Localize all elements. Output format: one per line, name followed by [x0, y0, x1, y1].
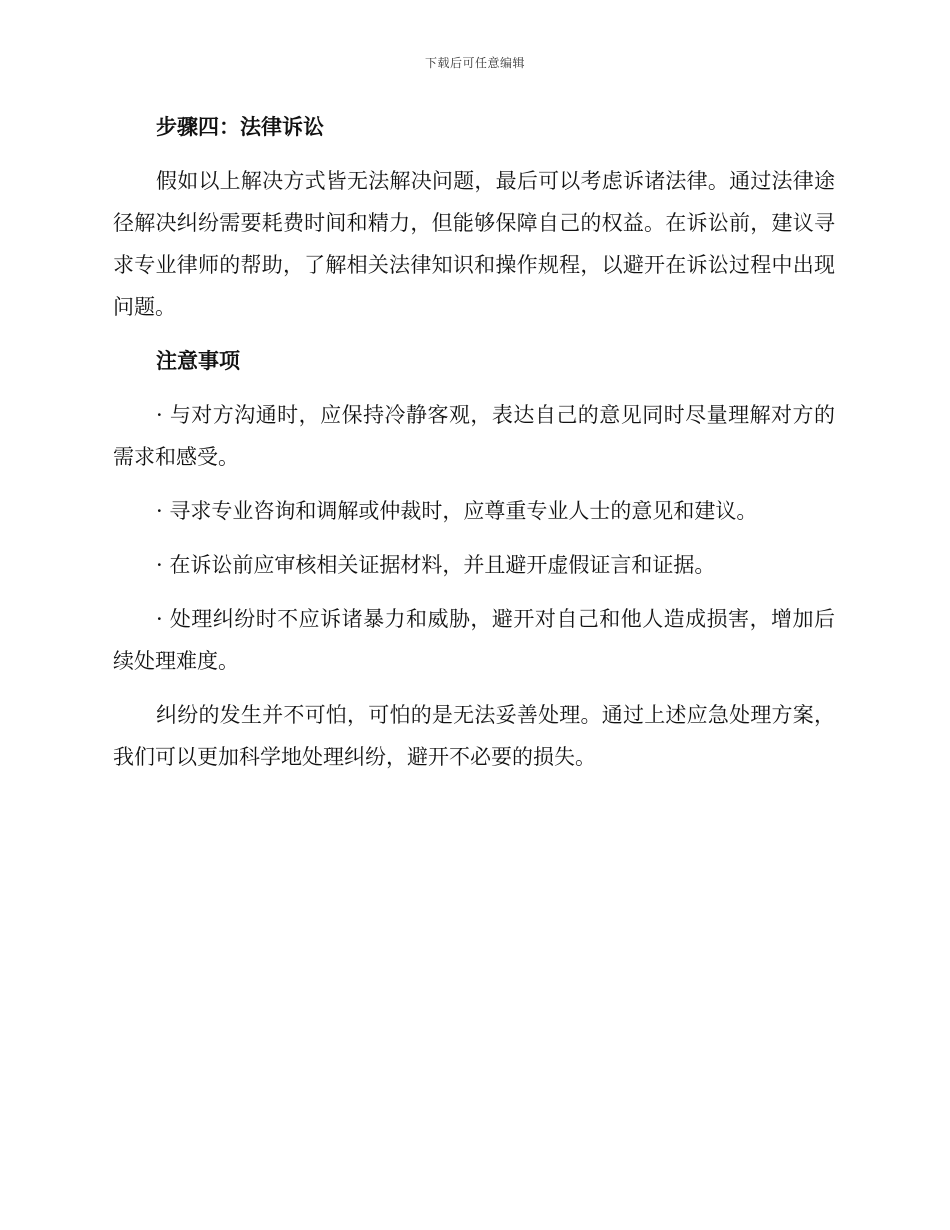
bullet-item-consultation: · 寻求专业咨询和调解或仲裁时，应尊重专业人士的意见和建议。: [156, 499, 758, 523]
document-body: [113, 108, 835, 778]
bullet-item-communication: · 与对方沟通时，应保持冷静客观，表达自己的意见同时尽量理解对方的需求和感受。: [113, 403, 835, 469]
section-heading-legal-action: 步骤四：法律诉讼: [156, 114, 324, 139]
page-header: 下载后可任意编辑: [424, 56, 525, 70]
paragraph-legal-action: 假如以上解决方式皆无法解决问题，最后可以考虑诉诸法律。通过法律途径解决纠纷需要耗费时间和精力，但能够保障自己的权益。在诉讼前，建议寻求专业律师的帮助，了解相关法律知识和操作规程，以避开在诉讼过程中出现问题。: [113, 169, 835, 319]
bullet-item-evidence: · 在诉讼前应审核相关证据材料，并且避开虚假证言和证据。: [156, 553, 716, 577]
bullet-item-no-violence: · 处理纠纷时不应诉诸暴力和威胁，避开对自己和他人造成损害，增加后续处理难度。: [113, 607, 835, 673]
section-heading-notes: 注意事项: [156, 348, 240, 373]
closing-paragraph: 纠纷的发生并不可怕，可怕的是无法妥善处理。通过上述应急处理方案，我们可以更加科学地处理纠纷，避开不必要的损失。: [113, 703, 835, 769]
